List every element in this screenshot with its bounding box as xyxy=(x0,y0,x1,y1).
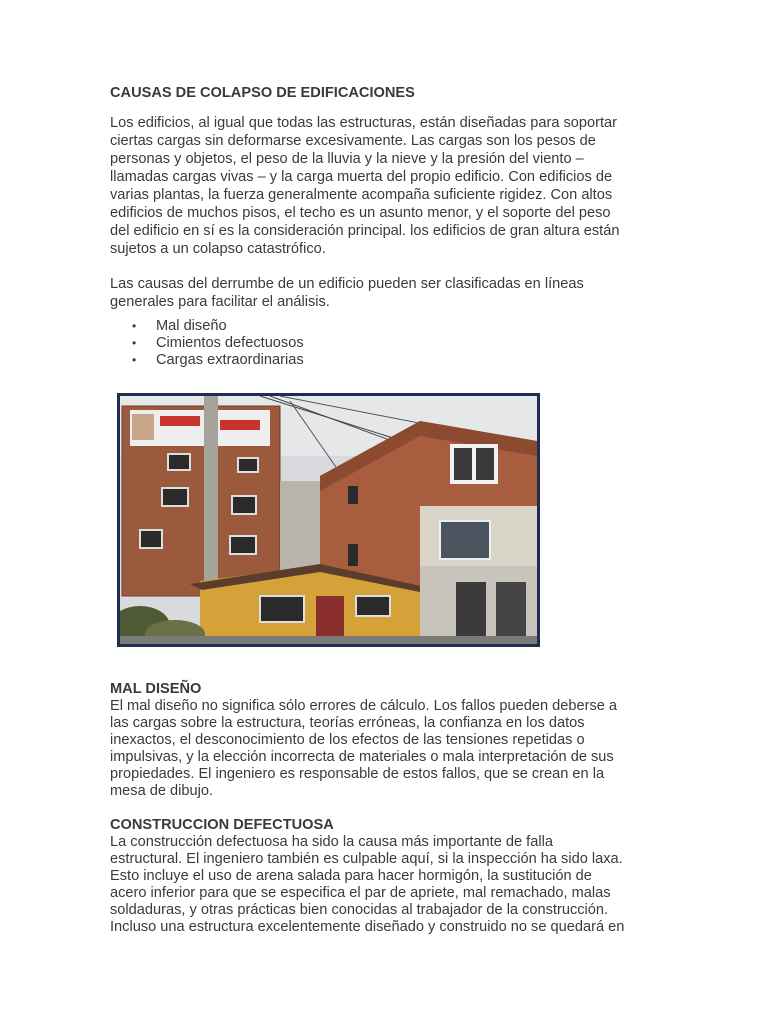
document-title: CAUSAS DE COLAPSO DE EDIFICACIONES xyxy=(110,85,415,101)
section-paragraph-construccion-defectuosa xyxy=(110,834,666,936)
section-line: impulsivas, y la elección incorrecta de materiales o mala interpretación de sus xyxy=(110,749,614,765)
list-item: • Mal diseño xyxy=(110,318,666,335)
building-photo-illustration xyxy=(120,396,537,644)
section-line: propiedades. El ingeniero es responsable de estos fallos, que se crean en la xyxy=(110,766,605,782)
section-line: mesa de dibujo. xyxy=(110,783,214,799)
section-line: estructural. El ingeniero también es culpable aquí, si la inspección ha sido laxa. xyxy=(110,851,623,867)
section-heading-mal-diseno: MAL DISEÑO xyxy=(110,681,202,697)
section-gap xyxy=(110,800,666,816)
intro-line: personas y objetos, el peso de la lluvia y la nieve y la presión del viento – xyxy=(110,151,584,167)
list-item: • Cargas extraordinarias xyxy=(110,352,666,369)
sections xyxy=(110,680,666,936)
causes-paragraph xyxy=(110,275,666,311)
section-line: El mal diseño no significa sólo errores de cálculo. Los fallos pueden deberse a xyxy=(110,698,618,714)
intro-line: edificios de muchos pisos, el techo es un asunto menor, y el soporte del peso xyxy=(110,205,611,221)
section-line: soldaduras, y otras prácticas bien conocidas al trabajador de la construcción. xyxy=(110,902,609,918)
causes-line: generales para facilitar el análisis. xyxy=(110,294,330,310)
intro-line: llamadas cargas vivas – y la carga muerta del propio edificio. Con edificios de xyxy=(110,169,613,185)
causes-line: Las causas del derrumbe de un edificio pueden ser clasificadas en líneas xyxy=(110,276,584,292)
section-line: inexactos, el desconocimiento de los efectos de las tensiones repetidas o xyxy=(110,732,585,748)
intro-line: Los edificios, al igual que todas las estructuras, están diseñadas para soportar xyxy=(110,115,618,131)
section-line: Incluso una estructura excelentemente diseñado y construido no se quedará en xyxy=(110,919,625,935)
intro-line: del edificio en sí es la consideración principal. los edificios de gran altura están xyxy=(110,223,620,239)
causes-list xyxy=(110,318,666,369)
list-item: • Cimientos defectuosos xyxy=(110,335,666,352)
section-paragraph-mal-diseno xyxy=(110,698,666,800)
intro-line: ciertas cargas sin deformarse excesivamente. Las cargas son los pesos de xyxy=(110,133,596,149)
section-line: las cargas sobre la estructura, teorías erróneas, la confianza en los datos xyxy=(110,715,585,731)
section-line: acero inferior para que se especifica el par de apriete, mal remachado, malas xyxy=(110,885,611,901)
intro-line: sujetos a un colapso catastrófico. xyxy=(110,241,326,257)
building-photo xyxy=(117,393,540,647)
intro-line: varias plantas, la fuerza generalmente acompaña suficiente rigidez. Con altos xyxy=(110,187,613,203)
section-line: Esto incluye el uso de arena salada para hacer hormigón, la sustitución de xyxy=(110,868,592,884)
document-page xyxy=(110,84,666,369)
section-heading-construccion-defectuosa: CONSTRUCCION DEFECTUOSA xyxy=(110,817,334,833)
intro-paragraph xyxy=(110,114,666,258)
section-line: La construcción defectuosa ha sido la causa más importante de falla xyxy=(110,834,553,850)
